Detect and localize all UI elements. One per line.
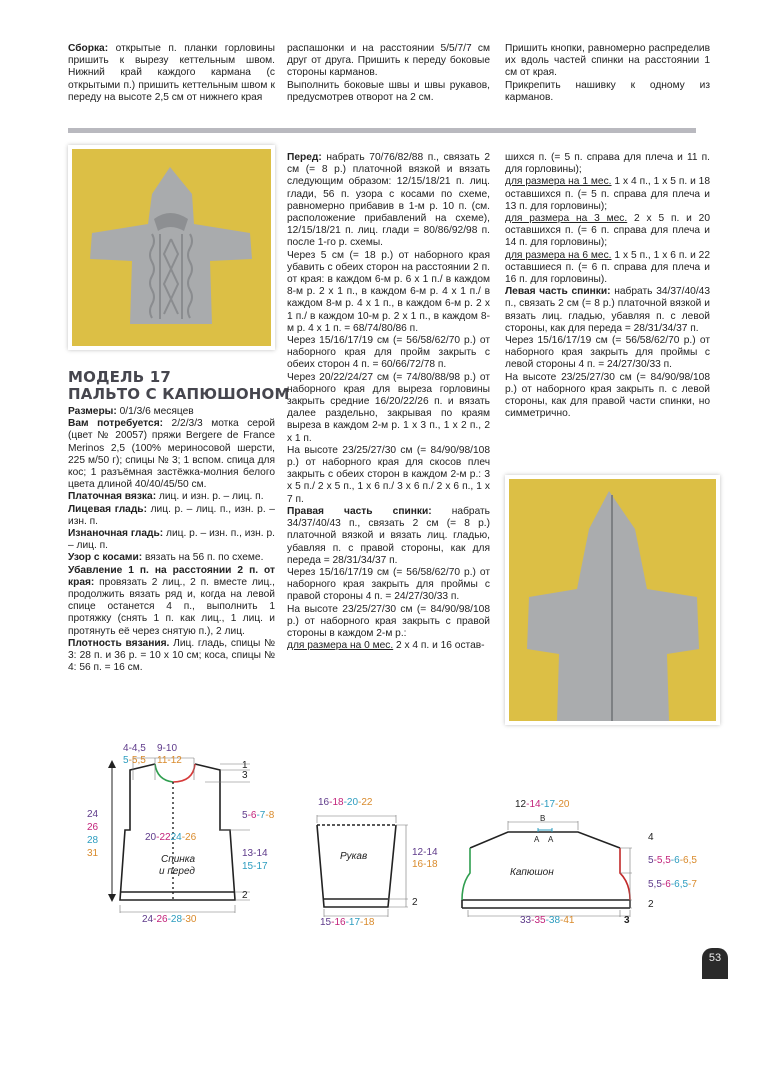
front-photo xyxy=(68,145,275,350)
assembly-col-1 xyxy=(68,43,275,104)
paragraph: Платочная вязка: лиц. и изн. р. – лиц. п. xyxy=(68,491,264,503)
front-back-instructions-column xyxy=(287,152,490,652)
cuff-height-label: 2 xyxy=(412,897,418,908)
coat-front-illustration xyxy=(72,149,271,346)
hood-edge-width-label: 3 xyxy=(624,915,630,926)
cuff-width-label: 15-16-17-18 xyxy=(320,917,375,928)
paragraph: На высоте 23/25/27/30 см (= 84/90/98/108 р.) от наборного края закрыть п. с левой стороны, как для правой части спинки, но симметрично. xyxy=(505,371,710,420)
neck-width-label-c: 5-5,5 xyxy=(123,755,146,766)
paragraph: Через 20/22/24/27 см (= 74/80/88/98 р.) от наборного края для выреза горловины закрыть средние 16/20/22/26 п. и вязать далее раздельно, закрывая по краям выреза в каждом 2-м р. 1 х 3 п., 1 х 2 п., 2 х 1 п. xyxy=(287,371,490,444)
paragraph: Левая часть спинки: набрать 34/37/40/43 п., связать 2 см (= 8 р.) платочной вязкой и вязать лиц. гладью, убавляя п. с левой стороны, как для переда = 28/31/34/37 п. xyxy=(505,286,711,334)
paragraph: распашонки и на расстоянии 5/5/7/7 см друг от друга. Пришить к переду боковые стороны карманов. xyxy=(287,43,490,79)
paragraph: Размеры: 0/1/3/6 месяцев xyxy=(68,406,194,417)
model-name: ПАЛЬТО С КАПЮШОНОМ xyxy=(68,385,290,403)
mark-b-label: B xyxy=(540,814,546,823)
paragraph: Через 15/16/17/19 см (= 56/58/62/70 р.) от наборного края закрыть для проймы с левой стороны 4 п. = 24/27/30/33 п. xyxy=(505,335,710,371)
side-height-label-a: 13-14 xyxy=(242,848,268,859)
back-photo xyxy=(505,475,720,725)
paragraph: Вам потребуется: 2/2/3/3 мотка серой (цвет № 20057) пряжи Bergere de France Merinos 2,5 (100% мериносовой шерсти, 225 м/50 г); спицы № 3; 1 вспом. спица для кос; 1 разъёмная застёжка-молния белого цвета длиной 40/40/45/50 см. xyxy=(68,418,275,491)
paragraph: Убавление 1 п. на расстоянии 2 п. от края: провязать 2 лиц., 2 п. вместе лиц., продолжить вязать ряд и, когда на левой спице останется 4 п., выполнить 1 протяжку (снять 1 п. как лиц., 1 лиц. и протянуть её через снятую п.), 2 лиц. xyxy=(68,564,275,637)
hood-border-height-label: 2 xyxy=(648,899,654,910)
paragraph: Через 15/16/17/19 см (= 56/58/62/70 р.) от наборного края закрыть для проймы с правой стороны 4 п. = 24/27/30/33 п. xyxy=(287,566,490,603)
paragraph: для размера на 1 мес. 1 х 4 п., 1 х 5 п. и 18 оставшихся п. (= 5 п. справа для плеча и 13 п. для горловины); xyxy=(505,176,711,212)
paragraph: для размера на 6 мес. 1 х 5 п., 1 х 6 п. и 22 оставшиеся п. (= 6 п. справа для плеча и 16 п. для горловины). xyxy=(505,249,711,286)
paragraph: Прикрепить нашивку к одному из карманов. xyxy=(505,79,710,103)
paragraph: Узор с косами: вязать на 56 п. по схеме. xyxy=(68,552,264,564)
paragraph: Пришить кнопки, равномерно распределив их вдоль частей спинки на расстоянии 1 см от края. xyxy=(505,43,710,79)
hood-bottom-width-label: 33-35-38-41 xyxy=(520,915,575,926)
page-number: 53 xyxy=(702,948,728,979)
body-schematic xyxy=(75,740,290,930)
chest-width-label: 20-2224-26 xyxy=(145,832,197,843)
assembly-col-2 xyxy=(287,43,490,104)
total-height-label: 24 26 28 31 xyxy=(87,809,99,859)
section-divider xyxy=(68,128,696,133)
paragraph: Сборка: открытые п. планки горловины пришить к вырезу кеттельным швом. Нижний край каждого кармана (с открытыми п.) пришить кеттельным швом к переду на высоте 2,5 см от нижнего края xyxy=(68,43,275,103)
model-title xyxy=(68,369,290,403)
sleeve-length-label-b: 16-18 xyxy=(412,859,438,870)
shoulder-height-label: 1 xyxy=(242,760,248,771)
paragraph: Изнаночная гладь: лиц. р. – изн. п., изн. р. – лиц. п. xyxy=(68,528,275,552)
body-piece-label-2: и перед xyxy=(159,866,195,877)
hood-schematic xyxy=(460,795,720,925)
paragraph: Перед: набрать 70/76/82/88 п., связать 2 см (= 8 р.) платочной вязкой и вязать следующим образом: 12/15/18/21 п. лиц. глади, 56 п. узора с косами по схеме, равномерно прибавив в 1-м р. 10 п. (см. расположение прибавлений на схеме), 12/15/18/21 п. лиц. глади = 80/86/92/98 п. после 1-го р. схемы. xyxy=(287,152,490,249)
paragraph: Через 15/16/17/19 см (= 56/58/62/70 р.) от наборного края для пройм закрыть с обеих сторон 4 п. = 60/66/72/78 п. xyxy=(287,335,490,371)
assembly-col-3 xyxy=(505,43,710,104)
hood-curve-height-label: 5,5-6-6,5-7 xyxy=(648,879,697,890)
hem-height-label: 2 xyxy=(242,890,248,901)
model-number: МОДЕЛЬ 17 xyxy=(68,368,172,386)
mark-a-left-label: A xyxy=(534,835,540,844)
hem-width-label: 24-26-28-30 xyxy=(142,914,197,925)
paragraph: для размера на 0 мес. 2 х 4 п. и 16 остав- xyxy=(287,640,485,652)
hood-top-width-label: 12-14-17-20 xyxy=(515,799,570,810)
paragraph: Плотность вязания. Лиц. гладь, спицы № 3: 28 п. и 36 р. = 10 х 10 см; коса, спицы № 4: 56 п. = 16 см. xyxy=(68,637,276,674)
mark-a-right-label: A xyxy=(548,835,554,844)
neck-width-label-d: 11-12 xyxy=(157,755,182,766)
coat-back-illustration xyxy=(509,479,716,721)
paragraph: На высоте 23/25/27/30 см (= 84/90/98/108 р.) от наборного края закрыть с правой стороны в каждом 2-м р.: xyxy=(287,603,490,639)
paragraph: для размера на 3 мес. 2 х 5 п. и 20 оставшихся п. (= 6 п. справа для плеча и 14 п. для горловины); xyxy=(505,213,710,249)
hood-side-height-label: 5-5,5-6-6,5 xyxy=(648,855,697,866)
paragraph: Выполнить боковые швы и швы рукавов, предусмотрев отворот на 2 см. xyxy=(287,79,490,103)
materials-column xyxy=(68,406,275,674)
hood-shaping-height-label: 4 xyxy=(648,832,654,843)
armhole-height-label: 5-6-7-8 xyxy=(242,810,275,821)
hood-piece-label: Капюшон xyxy=(510,867,554,878)
back-instructions-column xyxy=(505,152,710,420)
side-height-label-b: 15-17 xyxy=(242,861,268,872)
neck-width-label-b: 9-10 xyxy=(157,743,178,754)
paragraph: шихся п. (= 5 п. справа для плеча и 11 п. для горловины); xyxy=(505,152,710,176)
neck-depth-label: 3 xyxy=(242,770,248,781)
sleeve-piece-label: Рукав xyxy=(340,851,368,862)
sleeve-top-width-label: 16-18-20-22 xyxy=(318,797,373,808)
paragraph: Через 5 см (= 18 р.) от наборного края убавить с обеих сторон на расстоянии 2 п. от края: в каждом 6-м р. 6 х 1 п./ в каждом 8-м р. 2 х 1 п., в каждом 6-м р. 4 х 1 п./ в каждом 8-м р. 4 х 1 п., в каждом 6-м р. 2 х 1 п./ в каждом 10-м р. 2 х 1 п., в каждом 8-м р. 4 х 1 п. = 68/74/80/86 п. xyxy=(287,249,490,334)
paragraph: Правая часть спинки: набрать 34/37/40/43 п., связать 2 см (= 8 р.) платочной вязкой и вязать лиц. гладью, убавляя п. с правой стороны, как для переда = 28/31/34/37 п. xyxy=(287,505,490,566)
neck-width-label-a: 4-4,5 xyxy=(123,743,146,754)
body-piece-label: Спинка xyxy=(161,854,196,865)
sleeve-length-label-a: 12-14 xyxy=(412,847,438,858)
sleeve-schematic xyxy=(300,795,450,928)
paragraph: На высоте 23/25/27/30 см (= 84/90/98/108 р.) от наборного края для скосов плеч закрыть с обеих сторон в каждом 2-м р.: 3 х 5 п./ 2 х 5 п., 1 х 6 п./ 3 х 6 п./ 2 х 6 п., 1 х 7 п. xyxy=(287,444,490,505)
paragraph: Лицевая гладь: лиц. р. – лиц. п., изн. р. – изн. п. xyxy=(68,503,275,527)
